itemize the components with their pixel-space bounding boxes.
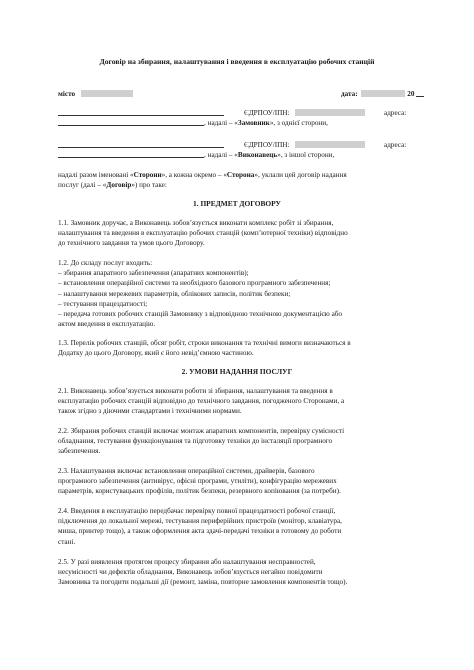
clause-2-4-line: стані. [58,537,76,546]
date-group [341,89,424,99]
clause-2-2-line: забезпечення. [58,447,101,456]
clause-2-2-line: обладнання, тестування функціонування та підготовку техніки до інсталяції програмного [58,437,333,446]
intro-contract: Договір [106,181,132,190]
party1-address-field[interactable] [58,118,204,126]
clause-2-4-line: миша, принтер тощо), а також оформлення акта здачі-передачі техніки в готовому до роботи [58,527,342,536]
clause-2-5-line: Замовника та погодити подальші дії (ремонт, заміна, повторне замовлення компонентів тощо). [58,578,348,587]
clause-1-1-line: до технічного завдання та умов цього Договору. [58,239,205,248]
party1-edrpou-label: ЄДРПОУ/ІПН: [244,109,290,117]
intro-text-4: послуг (далі – « [58,181,107,190]
party2-line1 [58,140,416,150]
party1-role: Замовник [237,119,270,127]
party1-name-field[interactable] [58,108,224,116]
party1-suffix-pre: , надалі – « [204,119,238,127]
date-year: 20 [407,90,415,98]
document-title: Договір на збирання, налаштування і введення в експлуатацію робочих станцій [99,57,375,66]
party2-edrpou-group [244,140,365,150]
party2-line2 [58,150,416,160]
clause-2-1-line: 2.1. Виконавець зобов’язується виконати роботи зі збирання, налаштування та введення в [58,387,333,395]
list-item: – передача готових робочих станцій Замовнику з відповідною технічною документацією або [58,310,343,319]
clause-2-3-line: 2.3. Налаштування включає встановлення операційної системи, драйверів, базового [58,467,315,475]
party2-suffix-post: », з іншої сторони, [277,151,335,159]
party1-edrpou-group [244,108,365,118]
party2-address-label: адреса: [384,141,407,149]
list-item: – налаштування мережевих параметрів, облікових записів, політик безпеки; [58,289,291,298]
party1-line1 [58,108,416,118]
intro-party: Сторона [226,171,255,179]
intro-parties: Сторони [133,171,162,179]
party1-edrpou-field[interactable] [295,109,365,116]
party1-suffix-post: », з однієї сторони, [269,119,328,127]
party2-role: Виконавець [237,151,278,159]
clause-2-5-line: 2.5. У разі виявлення протягом процесу збирання або налаштування несправностей, [58,558,316,566]
clause-1-1-line: налаштування та введення в експлуатацію робочих станцій (комп’ютерної техніки) відповідно [58,229,348,238]
intro-text-2: », а кожна окремо – « [161,171,227,179]
clause-2-2-line: 2.2. Збирання робочих станцій включає монтаж апаратних компонентів, перевірку сумісності [58,427,345,435]
clause-2-1 [58,386,416,417]
party2-edrpou-label: ЄДРПОУ/ІПН: [244,141,290,149]
year-field[interactable] [416,89,424,97]
clause-2-5-line: несумісності чи дефектів обладнання, Виконавець зобов’язується негайно повідомити [58,568,323,577]
clause-1-1-line: 1.1. Замовник доручає, а Виконавець зобов’язується виконати комплекс робіт зі збирання, [58,219,334,227]
intro-text-5: ») про таке: [131,181,167,190]
clause-1-3-line: Додатку до цього Договору, який є його невід’ємною частиною. [58,349,254,358]
city-date-line [58,89,416,99]
city-label: місто [58,90,76,98]
party1-address-label: адреса: [384,109,407,117]
clause-2-5 [58,557,416,588]
clause-1-3-line: 1.3. Перелік робочих станцій, обсяг робіт, строки виконання та технічні вимоги визначаються в [58,339,351,347]
clause-2-3 [58,466,416,497]
clause-2-3-line: програмного забезпечення (антивірус, офісні програми, утиліти), конфігурацію мережевих [58,477,337,486]
city-field[interactable] [81,90,133,97]
date-field[interactable] [361,90,405,97]
list-item: – встановлення операційної системи та необхідного базового програмного забезпечення; [58,279,331,288]
section2-heading: 2. УМОВИ НАДАННЯ ПОСЛУГ [181,367,293,376]
list-item: актом введення в експлуатацію. [58,320,156,329]
party2-address-field[interactable] [58,150,204,158]
list-item: – збирання апаратного забезпечення (апаратних компонентів); [58,269,249,278]
intro-paragraph [58,170,416,190]
intro-text-1: надалі разом іменовані « [58,171,134,179]
clause-2-1-line: експлуатацію робочих станцій відповідно до технічного завдання, погодженого Сторонами, а [58,397,345,406]
intro-text-3: », уклали цей договір надання [254,171,347,179]
clause-1-2 [58,258,416,329]
party1-line2 [58,118,416,128]
clause-2-4 [58,506,416,547]
party2-name-field[interactable] [58,140,224,148]
party2-edrpou-field[interactable] [295,141,365,148]
clause-1-1 [58,218,416,249]
section1-heading: 1. ПРЕДМЕТ ДОГОВОРУ [193,199,281,208]
clause-2-3-line: параметрів, користувацьких профілів, політик безпеки, резервного копіювання (за потреби). [58,487,341,496]
date-label: дата: [341,90,358,98]
clause-2-4-line: 2.4. Введення в експлуатацію передбачає перевірку повної працездатності робочої станції, [58,507,336,515]
clause-1-3 [58,338,416,358]
list-item: – тестування працездатності; [58,299,148,308]
clause-2-1-line: також згідно з діючими стандартами і технічними нормами. [58,407,242,416]
clause-2-4-line: підключення до локальної мережі, тестування периферійних пристроїв (монітор, клавіатура, [58,517,342,526]
party2-suffix-pre: , надалі – « [204,151,238,159]
clause-1-2-intro: 1.2. До складу послуг входить: [58,259,153,267]
clause-2-2 [58,426,416,457]
